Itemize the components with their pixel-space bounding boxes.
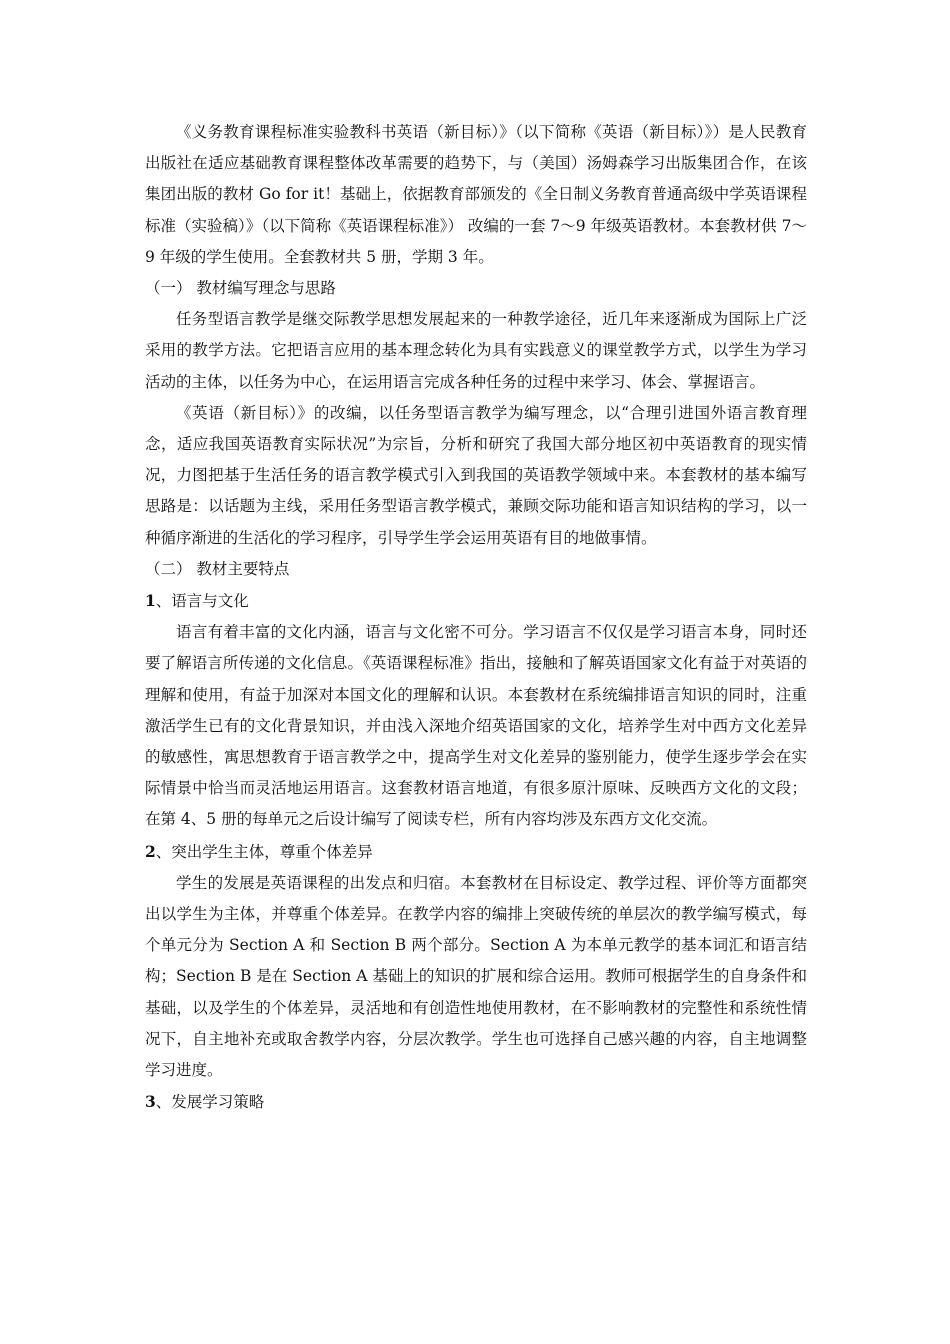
document-body bbox=[145, 117, 807, 1119]
item-number: 3 bbox=[145, 1092, 156, 1112]
item-title: 、语言与文化 bbox=[155, 592, 249, 611]
section-heading-features: （二） 教材主要特点 bbox=[145, 559, 290, 578]
item-number: 1 bbox=[145, 591, 156, 611]
item-title: 、突出学生主体，尊重个体差异 bbox=[155, 842, 373, 861]
paragraph-language-culture: 语言有着丰富的文化内涵，语言与文化密不可分。学习语言不仅仅是学习语言本身，同时还要了解语言所传递的文化信息。《英语课程标准》指出，接触和了解英语国家文化有益于对英语的理解和使用，有益于加深对本国文化的理解和认识。本套教材在系统编排语言知识的同时，注重激活学生已有的文化背景知识，并由浅入深地介绍英语国家的文化，培养学生对中西方文化差异的敏感性，寓思想教育于语言教学之中，提高学生对文化差异的鉴别能力，使学生逐步学会在实际情景中恰当而灵活地运用语言。这套教材语言地道，有很多原汁原味、反映西方文化的文段；在第 4、5 册的每单元之后设计编写了阅读专栏，所有内容均涉及东西方文化交流。 bbox=[145, 623, 807, 829]
paragraph-task-based-teaching: 任务型语言教学是继交际教学思想发展起来的一种教学途径，近几年来逐渐成为国际上广泛采用的教学方法。它把语言应用的基本理念转化为具有实践意义的课堂教学方式，以学生为学习活动的主体，以任务为中心，在运用语言完成各种任务的过程中来学习、体会、掌握语言。 bbox=[145, 310, 807, 391]
item-heading-student-centered bbox=[145, 836, 807, 868]
item-number: 2 bbox=[145, 841, 156, 861]
item-heading-learning-strategies bbox=[145, 1086, 807, 1118]
paragraph-adaptation-approach: 《英语（新目标）》的改编，以任务型语言教学为编写理念，以“合理引进国外语言教育理念，适应我国英语教育实际状况”为宗旨，分析和研究了我国大部分地区初中英语教育的现实情况，力图把基于生活任务的语言教学模式引入到我国的英语教学领域中来。本套教材的基本编写思路是：以话题为主线，采用任务型语言教学模式，兼顾交际功能和语言知识结构的学习，以一种循序渐进的生活化的学习程序，引导学生学会运用英语有目的地做事情。 bbox=[145, 403, 807, 547]
intro-paragraph: 《义务教育课程标准实验教科书英语（新目标）》（以下简称《英语（新目标）》）是人民教育出版社在适应基础教育课程整体改革需要的趋势下，与（美国）汤姆森学习出版集团合作，在该集团出版的教材 Go for it！基础上，依据教育部颁发的《全日制义务教育普通高级中学英语课程标准（实验稿）》（以下简称《英语课程标准》） 改编的一套 7～9 年级英语教材。本套教材供 7～9 年级的学生使用。全套教材共 5 册，学期 3 年。 bbox=[145, 123, 807, 266]
item-title: 、发展学习策略 bbox=[155, 1093, 265, 1112]
paragraph-student-centered: 学生的发展是英语课程的出发点和归宿。本套教材在目标设定、教学过程、评价等方面都突出以学生为主体，并尊重个体差异。在教学内容的编排上突破传统的单层次的教学编写模式，每个单元分为 Section A 和 Section B 两个部分。Section A 为本单元教学的基本词汇和语言结构；Section B 是在 Section A 基础上的知识的扩展和综合运用。教师可根据学生的自身条件和基础，以及学生的个体差异，灵活地和有创造性地使用教材，在不影响教材的完整性和系统性情况下，自主地补充或取舍教学内容，分层次教学。学生也可选择自己感兴趣的内容，自主地调整学习进度。 bbox=[145, 873, 807, 1080]
section-heading-philosophy: （一） 教材编写理念与思路 bbox=[145, 279, 336, 298]
item-heading-language-culture bbox=[145, 585, 807, 617]
